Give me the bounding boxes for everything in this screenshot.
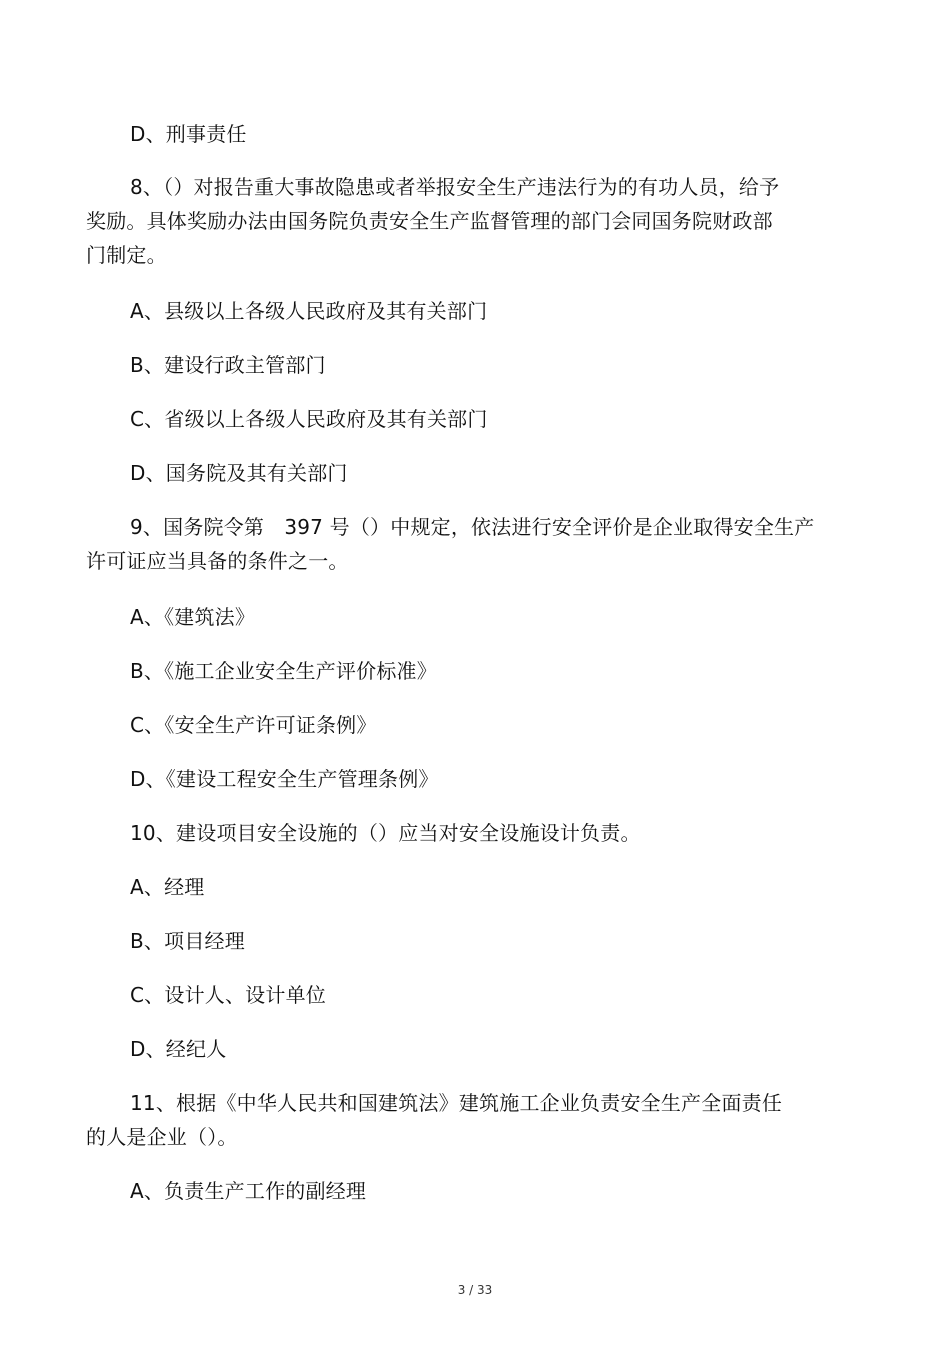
question-8: 8、（）对报告重大事故隐患或者举报安全生产违法行为的有功人员，给予	[130, 175, 780, 199]
option-9d: D、《建设工程安全生产管理条例》	[130, 767, 439, 791]
option-10b: B、项目经理	[130, 929, 245, 953]
question-11: 11、根据《中华人民共和国建筑法》建筑施工企业负责安全生产全面责任	[130, 1091, 783, 1115]
option-7d: D、刑事责任	[130, 122, 247, 146]
question-10: 10、建设项目安全设施的（）应当对安全设施设计负责。	[130, 821, 641, 845]
option-9a: A、《建筑法》	[130, 605, 256, 629]
option-8d: D、国务院及其有关部门	[130, 461, 348, 485]
option-8b: B、建设行政主管部门	[130, 353, 326, 377]
option-8c: C、省级以上各级人民政府及其有关部门	[130, 407, 488, 431]
question-9-cont: 许可证应当具备的条件之一。	[86, 549, 349, 573]
option-10a: A、经理	[130, 875, 205, 899]
option-11a: A、负责生产工作的副经理	[130, 1179, 367, 1203]
question-8-cont-1: 奖励。具体奖励办法由国务院负责安全生产监督管理的部门会同国务院财政部	[86, 209, 773, 233]
option-9b: B、《施工企业安全生产评价标准》	[130, 659, 437, 683]
question-11-cont: 的人是企业（）。	[86, 1125, 238, 1149]
option-9c: C、《安全生产许可证条例》	[130, 713, 377, 737]
page-number: 3 / 33	[457, 1283, 493, 1297]
option-10d: D、经纪人	[130, 1037, 227, 1061]
option-10c: C、设计人、设计单位	[130, 983, 326, 1007]
option-8a: A、县级以上各级人民政府及其有关部门	[130, 299, 488, 323]
question-8-cont-2: 门制定。	[86, 243, 167, 267]
question-9: 9、国务院令第 397 号（）中规定，依法进行安全评价是企业取得安全生产	[130, 515, 815, 539]
